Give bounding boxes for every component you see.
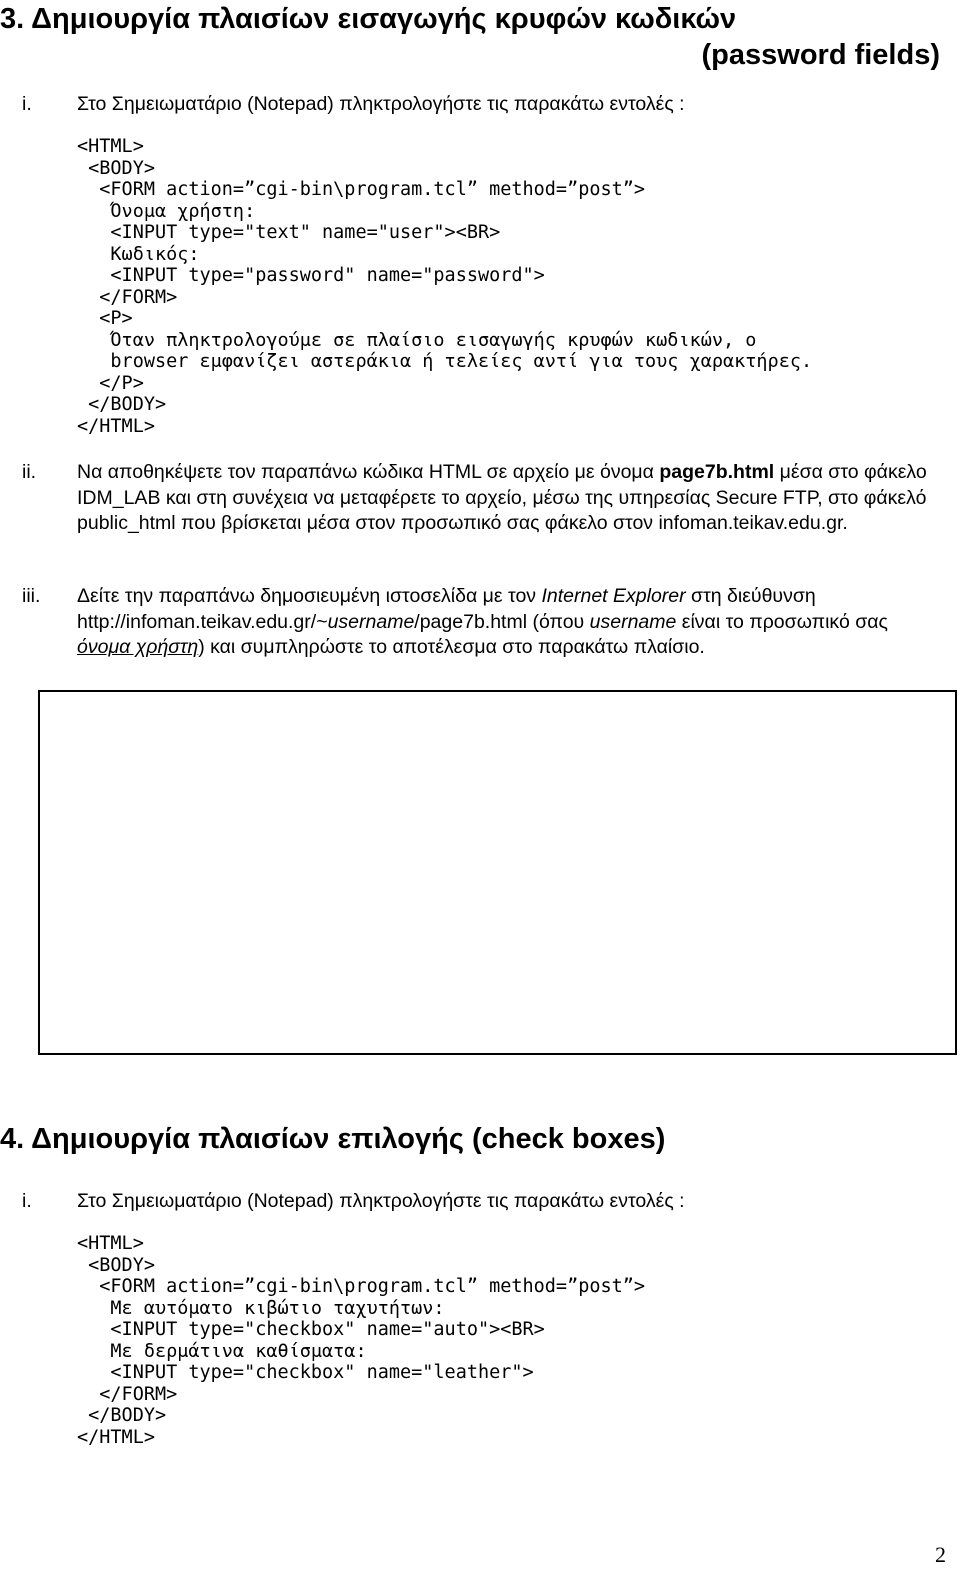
code-line: <HTML> bbox=[77, 1233, 144, 1254]
step-text-part: μέσα στο φάκελο IDM_LAB και στη συνέχεια να μεταφέρετε το αρχείο, μέσω της υπηρεσίας Secure FTP, στο φάκελό public_html που βρίσκεται μέσα στον προσωπικό σας φάκελο στον infoman.teikav.edu.gr. bbox=[77, 461, 927, 534]
step-number: i. bbox=[22, 1190, 32, 1212]
code-line: </P> bbox=[77, 372, 144, 394]
step-text-part: ) και συμπληρώστε το αποτέλεσμα στο παρακάτω πλαίσιο. bbox=[198, 636, 705, 658]
browser-name: Internet Explorer bbox=[541, 585, 686, 607]
step-text-part: Να αποθηκέψετε τον παραπάνω κώδικα HTML σε αρχείο με όνομα bbox=[77, 461, 660, 483]
username-placeholder: username bbox=[327, 610, 415, 633]
username-placeholder: username bbox=[589, 610, 677, 633]
code-line: </BODY> bbox=[77, 1405, 167, 1426]
filename: page7b.html bbox=[659, 461, 775, 483]
step-text-part: /page7b.html (όπου bbox=[414, 610, 590, 633]
step-text-part: στη διεύθυνση http://infoman.teikav.edu.gr/~ bbox=[77, 585, 816, 633]
code-line: <INPUT type="checkbox" name="leather"> bbox=[77, 1362, 534, 1383]
code-line: <INPUT type="password" name="password"> bbox=[77, 265, 545, 286]
step-text bbox=[77, 584, 940, 661]
code-line: <FORM action=”cgi-bin\program.tcl” method=”post”> bbox=[77, 1276, 646, 1297]
code-line: browser εμφανίζει αστεράκια ή τελείες αντί για τους χαρακτήρες. bbox=[77, 351, 813, 372]
code-line: <P> bbox=[77, 308, 133, 329]
code-line: Με αυτόματο κιβώτιο ταχυτήτων: bbox=[77, 1297, 445, 1319]
code-line: <BODY> bbox=[77, 157, 155, 179]
code-line: Όνομα χρήστη: bbox=[77, 200, 256, 222]
code-line: Κωδικός: bbox=[77, 243, 200, 265]
section-3-title: 3. Δημιουργία πλαισίων εισαγωγής κρυφών κωδικών bbox=[0, 3, 737, 35]
step-text bbox=[77, 460, 940, 537]
user-name-term: όνομα χρήστη bbox=[77, 636, 199, 658]
code-line: Όταν πληκτρολογούμε σε πλαίσιο εισαγωγής κρυφών κωδικών, ο bbox=[77, 329, 757, 351]
code-line: <INPUT type="text" name="user"><BR> bbox=[77, 222, 501, 243]
step-number: i. bbox=[22, 93, 32, 115]
section-4-title: 4. Δημιουργία πλαισίων επιλογής (check boxes) bbox=[0, 1123, 666, 1155]
code-line: </FORM> bbox=[77, 1383, 178, 1405]
section-3-code-block bbox=[77, 136, 812, 437]
page-number: 2 bbox=[935, 1542, 946, 1567]
code-line: <HTML> bbox=[77, 136, 144, 157]
code-line: <INPUT type="checkbox" name="auto"><BR> bbox=[77, 1319, 545, 1340]
code-line: Με δερμάτινα καθίσματα: bbox=[77, 1340, 367, 1362]
code-line: </FORM> bbox=[77, 286, 178, 308]
code-line: </BODY> bbox=[77, 394, 167, 415]
section-3-title-continued: (password fields) bbox=[701, 39, 940, 71]
step-text-part: είναι το προσωπικό σας bbox=[676, 610, 888, 633]
step-number: ii. bbox=[22, 461, 37, 483]
code-line: </HTML> bbox=[77, 1426, 155, 1448]
answer-box[interactable] bbox=[38, 690, 957, 1055]
code-line: <FORM action=”cgi-bin\program.tcl” method=”post”> bbox=[77, 179, 646, 200]
step-text-part: Δείτε την παραπάνω δημοσιευμένη ιστοσελίδα με τον bbox=[77, 585, 542, 607]
step-text: Στο Σημειωματάριο (Notepad) πληκτρολογήστε τις παρακάτω εντολές : bbox=[77, 93, 685, 115]
code-line: <BODY> bbox=[77, 1254, 155, 1276]
section-4-code-block bbox=[77, 1233, 645, 1448]
step-text: Στο Σημειωματάριο (Notepad) πληκτρολογήστε τις παρακάτω εντολές : bbox=[77, 1190, 685, 1212]
code-line: </HTML> bbox=[77, 415, 155, 437]
step-number: iii. bbox=[22, 585, 41, 607]
